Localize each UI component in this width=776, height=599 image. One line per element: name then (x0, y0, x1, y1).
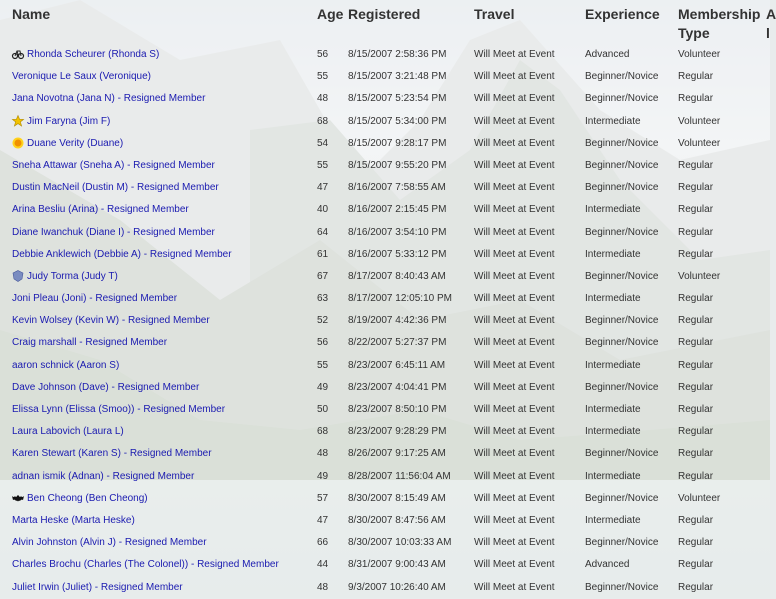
member-name-link[interactable]: Rhonda Scheurer (Rhonda S) (27, 49, 160, 60)
travel-cell: Will Meet at Event (474, 182, 555, 194)
column-header-age[interactable]: Age (317, 6, 344, 22)
registered-cell: 8/22/2007 5:27:37 PM (348, 337, 447, 349)
age-cell: 55 (317, 71, 329, 83)
age-cell: 49 (317, 470, 329, 482)
registered-cell: 8/23/2007 9:28:29 PM (348, 426, 447, 438)
member-name-link[interactable]: Diane Iwanchuk (Diane I) - Resigned Member (12, 226, 215, 238)
table-row (0, 44, 770, 66)
member-name-link[interactable]: Alvin Johnston (Alvin J) - Resigned Member (12, 537, 207, 549)
travel-cell: Will Meet at Event (474, 49, 555, 60)
membership-type-cell: Regular (678, 315, 714, 327)
membership-type-cell: Regular (678, 559, 714, 571)
experience-cell: Beginner/Novice (585, 448, 659, 460)
registered-cell: 8/17/2007 12:05:10 PM (348, 293, 452, 305)
table-row (0, 133, 770, 155)
membership-type-cell: Regular (678, 470, 714, 482)
membership-type-cell: Regular (678, 537, 714, 549)
member-name-link[interactable]: Debbie Anklewich (Debbie A) - Resigned Member (12, 248, 232, 260)
age-cell: 52 (317, 315, 329, 327)
membership-type-cell: Regular (678, 159, 714, 171)
column-header-extra[interactable]: A l (766, 6, 776, 41)
registered-cell: 8/28/2007 11:56:04 AM (348, 470, 451, 482)
membership-type-cell: Regular (678, 581, 714, 593)
star-icon (12, 114, 24, 126)
column-header-travel[interactable]: Travel (474, 6, 515, 22)
bat-icon (12, 491, 24, 503)
membership-type-cell: Regular (678, 248, 714, 260)
table-row (0, 488, 770, 510)
travel-cell: Will Meet at Event (474, 514, 555, 526)
sun-icon (12, 136, 24, 148)
table-row (0, 222, 770, 244)
registered-cell: 8/26/2007 9:17:25 AM (348, 448, 446, 460)
experience-cell: Beginner/Novice (585, 315, 659, 327)
membership-type-cell: Volunteer (678, 49, 721, 60)
travel-cell: Will Meet at Event (474, 492, 555, 504)
table-row (0, 66, 770, 88)
travel-cell: Will Meet at Event (474, 559, 555, 571)
registered-cell: 8/15/2007 9:55:20 PM (348, 159, 447, 171)
travel-cell: Will Meet at Event (474, 359, 555, 371)
registered-cell: 8/15/2007 5:23:54 PM (348, 93, 447, 105)
member-name-link[interactable]: Arina Besliu (Arina) - Resigned Member (12, 204, 189, 216)
travel-cell: Will Meet at Event (474, 115, 555, 127)
registered-cell: 8/17/2007 8:40:43 AM (348, 270, 446, 282)
table-row (0, 532, 770, 554)
age-cell: 40 (317, 204, 329, 216)
travel-cell: Will Meet at Event (474, 315, 555, 327)
membership-type-cell: Regular (678, 514, 714, 526)
registered-cell: 8/16/2007 7:58:55 AM (348, 182, 446, 194)
registered-cell: 9/3/2007 10:26:40 AM (348, 581, 446, 593)
table-row (0, 155, 770, 177)
age-cell: 67 (317, 270, 329, 282)
age-cell: 48 (317, 93, 329, 105)
member-name-link[interactable]: Jana Novotna (Jana N) - Resigned Member (12, 93, 206, 105)
membership-type-cell: Regular (678, 426, 714, 438)
table-row (0, 554, 770, 576)
member-name-link[interactable]: Dustin MacNeil (Dustin M) - Resigned Member (12, 182, 219, 194)
experience-cell: Beginner/Novice (585, 71, 659, 83)
column-header-registered[interactable]: Registered (348, 6, 421, 22)
column-header-membership-type[interactable]: Membership Type (678, 6, 761, 41)
table-row (0, 199, 770, 221)
member-name-link[interactable]: Dave Johnson (Dave) - Resigned Member (12, 381, 200, 393)
experience-cell: Beginner/Novice (585, 581, 659, 593)
member-name-link[interactable]: Charles Brochu (Charles (The Colonel)) - Resigned Member (12, 559, 279, 571)
shield-icon (12, 269, 24, 281)
travel-cell: Will Meet at Event (474, 337, 555, 349)
member-name-link[interactable]: Craig marshall - Resigned Member (12, 337, 168, 349)
age-cell: 48 (317, 448, 329, 460)
experience-cell: Beginner/Novice (585, 337, 659, 349)
membership-type-cell: Volunteer (678, 492, 721, 504)
age-cell: 55 (317, 159, 329, 171)
member-name-link[interactable]: adnan ismik (Adnan) - Resigned Member (12, 470, 195, 482)
registered-cell: 8/30/2007 8:47:56 AM (348, 514, 446, 526)
registered-cell: 8/15/2007 3:21:48 PM (348, 71, 447, 83)
table-row (0, 244, 770, 266)
travel-cell: Will Meet at Event (474, 270, 555, 282)
experience-cell: Beginner/Novice (585, 226, 659, 238)
member-name-link[interactable]: Juliet Irwin (Juliet) - Resigned Member (12, 581, 183, 593)
table-row (0, 177, 770, 199)
experience-cell: Intermediate (585, 359, 641, 371)
table-row (0, 466, 770, 488)
membership-type-cell: Volunteer (678, 115, 721, 127)
member-name-link[interactable]: Joni Pleau (Joni) - Resigned Member (12, 293, 178, 305)
member-name-link[interactable]: Laura Labovich (Laura L) (12, 426, 124, 438)
table-header (0, 0, 776, 44)
membership-type-cell: Regular (678, 93, 714, 105)
travel-cell: Will Meet at Event (474, 204, 555, 216)
travel-cell: Will Meet at Event (474, 470, 555, 482)
experience-cell: Advanced (585, 49, 630, 60)
membership-type-cell: Regular (678, 381, 714, 393)
experience-cell: Intermediate (585, 426, 641, 438)
age-cell: 57 (317, 492, 329, 504)
registered-cell: 8/31/2007 9:00:43 AM (348, 559, 446, 571)
experience-cell: Beginner/Novice (585, 492, 659, 504)
table-row (0, 266, 770, 288)
age-cell: 61 (317, 248, 329, 260)
experience-cell: Intermediate (585, 404, 641, 415)
table-row (0, 288, 770, 310)
member-name-link[interactable]: Ben Cheong (Ben Cheong) (27, 492, 148, 504)
registered-cell: 8/15/2007 5:34:00 PM (348, 115, 447, 127)
table-row (0, 355, 770, 377)
experience-cell: Intermediate (585, 115, 641, 127)
table-row (0, 88, 770, 110)
experience-cell: Beginner/Novice (585, 381, 659, 393)
membership-type-cell: Volunteer (678, 137, 721, 149)
table-row (0, 310, 770, 332)
age-cell: 56 (317, 49, 329, 60)
age-cell: 55 (317, 359, 329, 371)
age-cell: 47 (317, 182, 329, 194)
member-name-link[interactable]: Kevin Wolsey (Kevin W) - Resigned Member (12, 315, 210, 327)
travel-cell: Will Meet at Event (474, 381, 555, 393)
column-header-experience[interactable]: Experience (585, 6, 660, 22)
table-body (0, 44, 770, 599)
table-row (0, 577, 770, 599)
travel-cell: Will Meet at Event (474, 448, 555, 460)
table-row (0, 377, 770, 399)
experience-cell: Beginner/Novice (585, 137, 659, 149)
travel-cell: Will Meet at Event (474, 581, 555, 593)
travel-cell: Will Meet at Event (474, 226, 555, 238)
member-name-link[interactable]: Duane Verity (Duane) (27, 137, 124, 149)
travel-cell: Will Meet at Event (474, 404, 555, 415)
age-cell: 44 (317, 559, 329, 571)
member-name-link[interactable]: Jim Faryna (Jim F) (27, 115, 111, 127)
registered-cell: 8/16/2007 2:15:45 PM (348, 204, 447, 216)
travel-cell: Will Meet at Event (474, 293, 555, 305)
travel-cell: Will Meet at Event (474, 426, 555, 438)
table-row (0, 399, 770, 421)
travel-cell: Will Meet at Event (474, 71, 555, 83)
experience-cell: Intermediate (585, 293, 641, 305)
experience-cell: Beginner/Novice (585, 270, 659, 282)
age-cell: 47 (317, 514, 329, 526)
experience-cell: Beginner/Novice (585, 159, 659, 171)
membership-type-cell: Regular (678, 448, 714, 460)
registered-cell: 8/23/2007 8:50:10 PM (348, 404, 447, 415)
travel-cell: Will Meet at Event (474, 137, 555, 149)
table-row (0, 421, 770, 443)
membership-type-cell: Regular (678, 71, 714, 83)
age-cell: 64 (317, 226, 329, 238)
membership-type-cell: Regular (678, 182, 714, 194)
travel-cell: Will Meet at Event (474, 93, 555, 105)
experience-cell: Beginner/Novice (585, 182, 659, 194)
member-name-link[interactable]: Veronique Le Saux (Veronique) (12, 71, 151, 83)
table-row (0, 332, 770, 354)
membership-type-cell: Regular (678, 359, 714, 371)
member-name-link[interactable]: Judy Torma (Judy T) (27, 270, 118, 282)
registered-cell: 8/30/2007 8:15:49 AM (348, 492, 446, 504)
age-cell: 68 (317, 426, 329, 438)
experience-cell: Intermediate (585, 204, 641, 216)
experience-cell: Intermediate (585, 248, 641, 260)
membership-type-cell: Regular (678, 204, 714, 216)
registered-cell: 8/19/2007 4:42:36 PM (348, 315, 447, 327)
membership-type-cell: Regular (678, 293, 714, 305)
member-name-link[interactable]: Sneha Attawar (Sneha A) - Resigned Member (12, 159, 215, 171)
membership-type-cell: Regular (678, 226, 714, 238)
age-cell: 66 (317, 537, 329, 549)
member-name-link[interactable]: Karen Stewart (Karen S) - Resigned Member (12, 448, 212, 460)
experience-cell: Advanced (585, 559, 630, 571)
member-name-link[interactable]: Marta Heske (Marta Heske) (12, 514, 135, 526)
age-cell: 56 (317, 337, 329, 349)
age-cell: 49 (317, 381, 329, 393)
age-cell: 50 (317, 404, 329, 415)
experience-cell: Beginner/Novice (585, 93, 659, 105)
experience-cell: Intermediate (585, 470, 641, 482)
registered-cell: 8/30/2007 10:03:33 AM (348, 537, 452, 549)
travel-cell: Will Meet at Event (474, 159, 555, 171)
travel-cell: Will Meet at Event (474, 537, 555, 549)
table-row (0, 510, 770, 532)
bicycle-icon (12, 47, 24, 59)
experience-cell: Beginner/Novice (585, 537, 659, 549)
registered-cell: 8/16/2007 5:33:12 PM (348, 248, 447, 260)
column-header-name[interactable]: Name (12, 6, 51, 22)
travel-cell: Will Meet at Event (474, 248, 555, 260)
member-name-link[interactable]: Elissa Lynn (Elissa (Smoo)) - Resigned Member (12, 404, 226, 415)
experience-cell: Intermediate (585, 514, 641, 526)
membership-type-cell: Volunteer (678, 270, 721, 282)
age-cell: 68 (317, 115, 329, 127)
age-cell: 48 (317, 581, 329, 593)
membership-type-cell: Regular (678, 337, 714, 349)
age-cell: 63 (317, 293, 329, 305)
age-cell: 54 (317, 137, 329, 149)
table-row (0, 111, 770, 133)
registered-cell: 8/16/2007 3:54:10 PM (348, 226, 447, 238)
registered-cell: 8/15/2007 2:58:36 PM (348, 49, 447, 60)
registered-cell: 8/23/2007 4:04:41 PM (348, 381, 447, 393)
registered-cell: 8/15/2007 9:28:17 PM (348, 137, 447, 149)
member-name-link[interactable]: aaron schnick (Aaron S) (12, 359, 120, 371)
membership-type-cell: Regular (678, 404, 714, 415)
registered-cell: 8/23/2007 6:45:11 AM (348, 359, 446, 371)
table-row (0, 443, 770, 465)
